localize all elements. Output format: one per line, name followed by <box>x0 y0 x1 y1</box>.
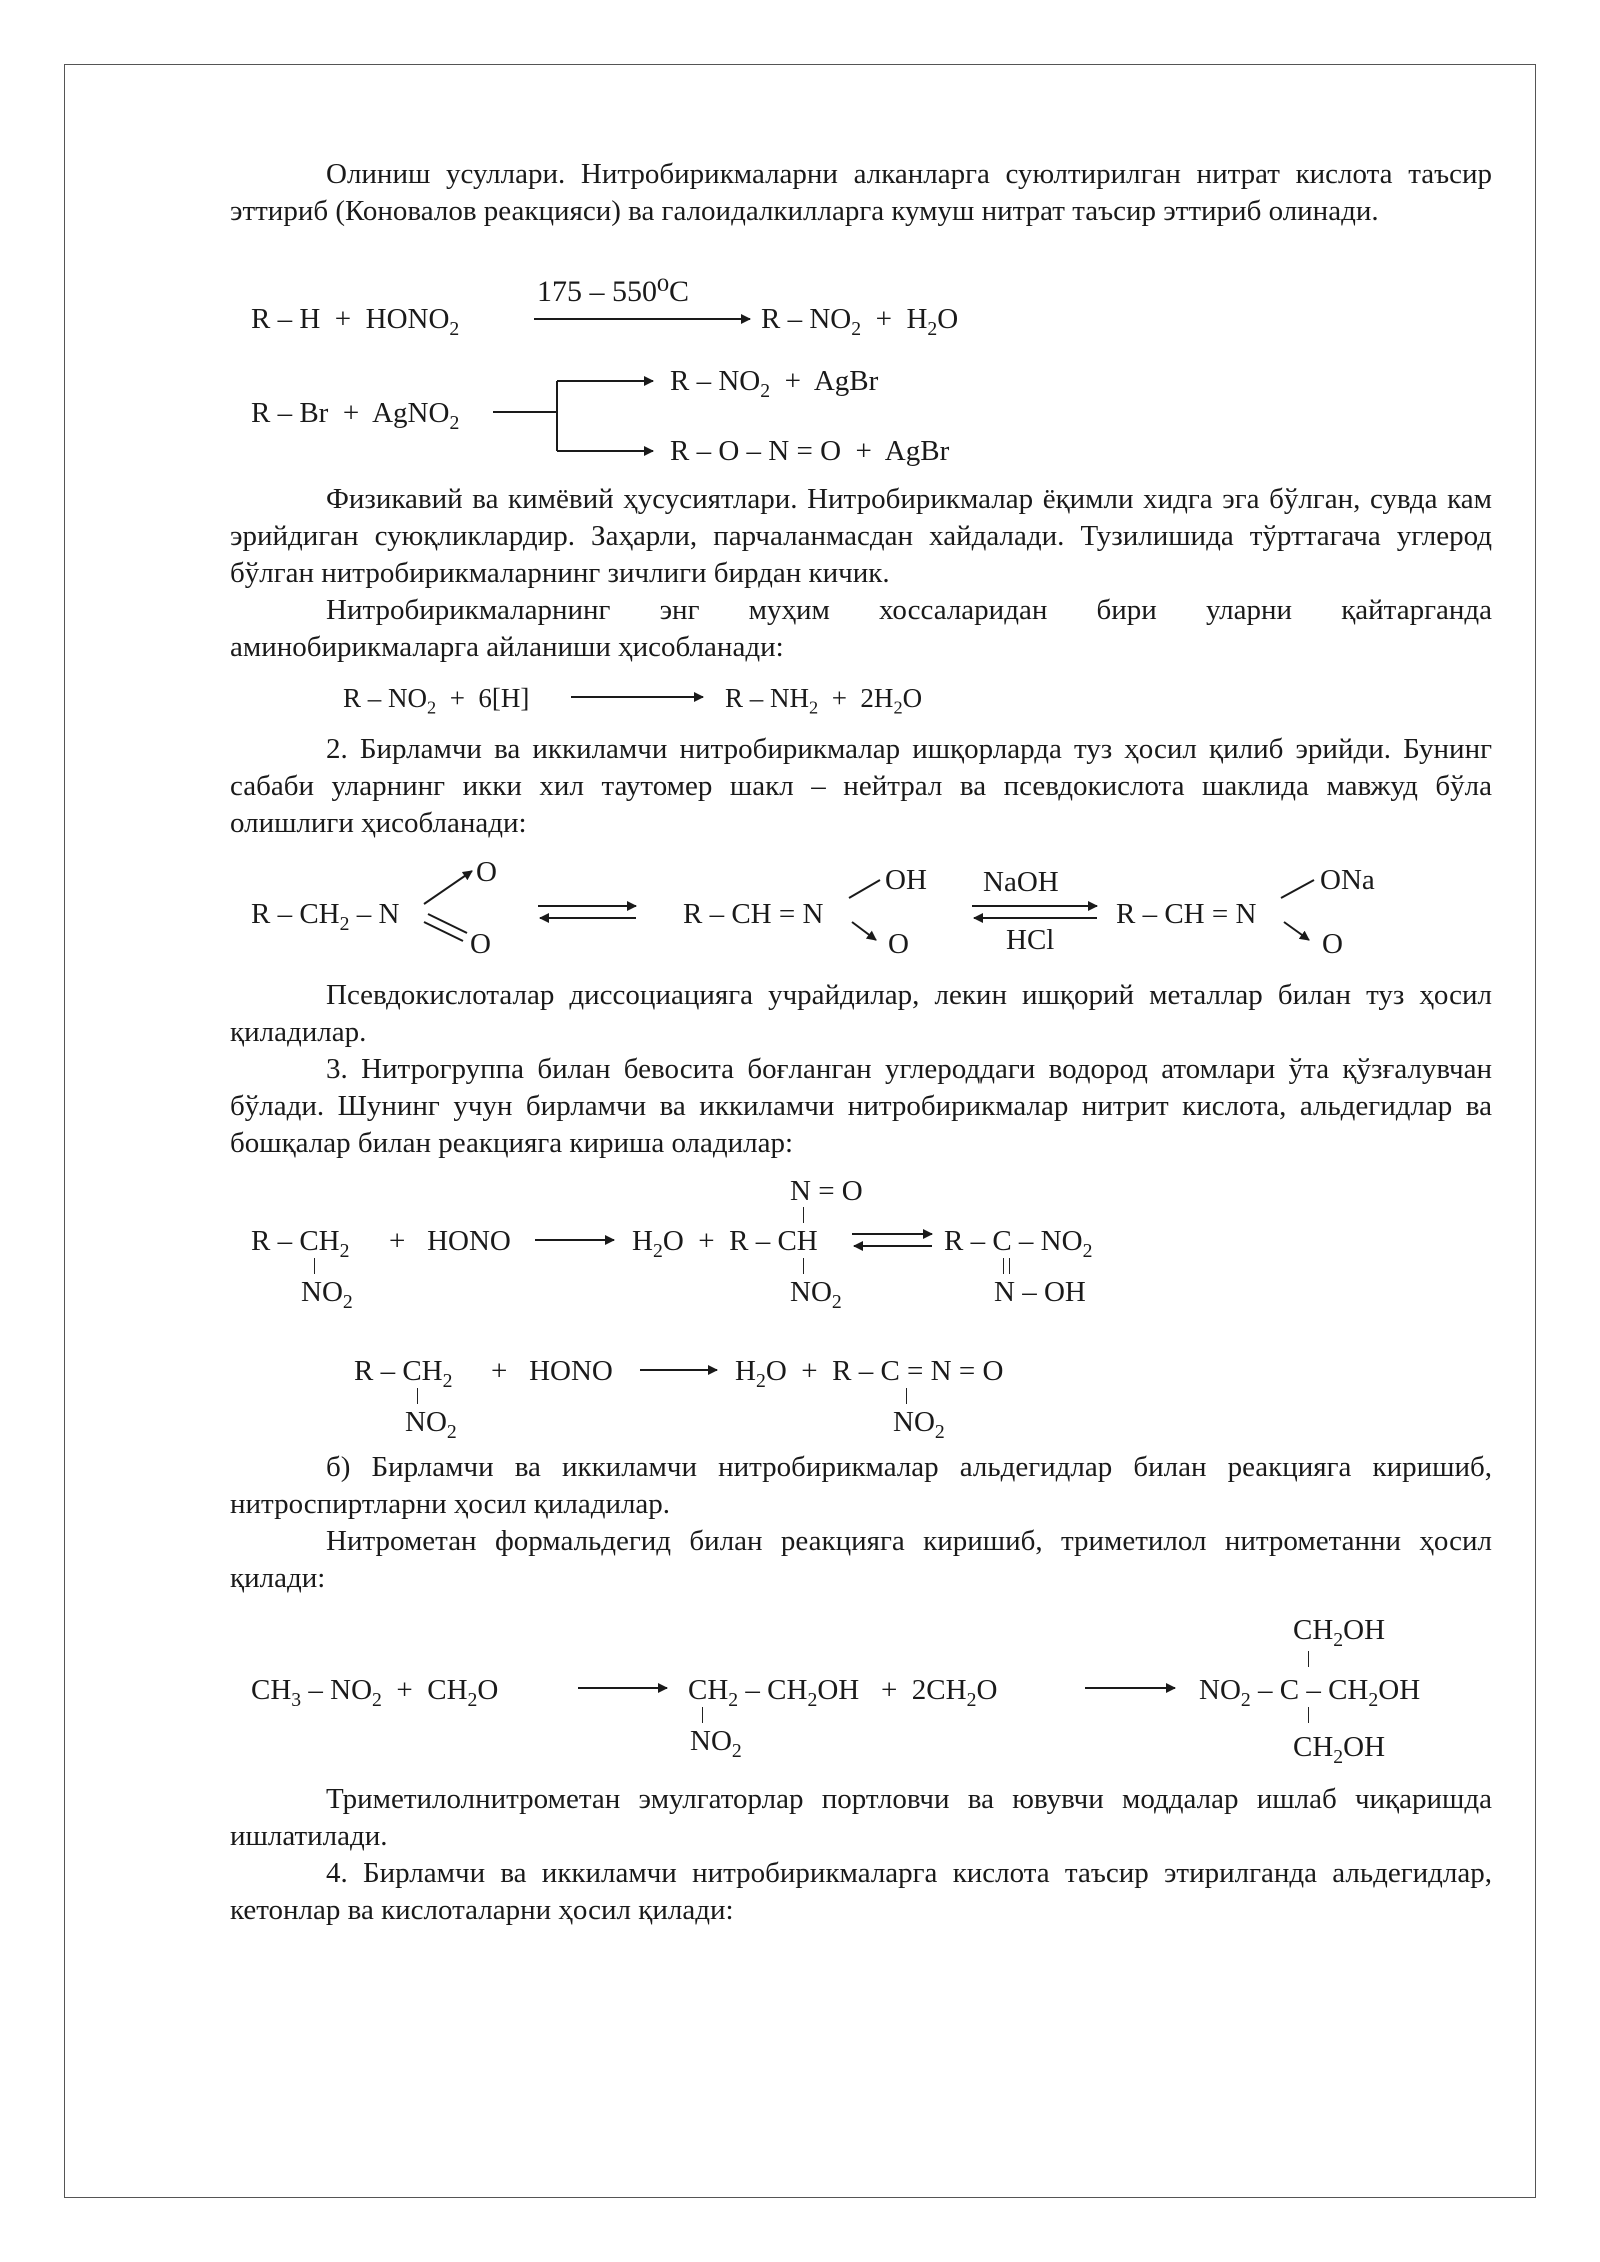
trimethylol-nitromethane: $NO_2$ – C – $CH_2OH$ <box>1199 1674 1421 1711</box>
konovalov-condition: 175 – 550⁰C <box>537 275 690 308</box>
nitrolic-acid-oxime: N – OH <box>994 1276 1086 1308</box>
nitro-oxygen-top: O <box>476 856 497 888</box>
bond-line <box>1308 1707 1309 1723</box>
bond-line <box>906 1388 907 1404</box>
nitrous-primary-product: $H_2O + R$ – CH <box>632 1225 818 1262</box>
nitrous-primary-reactant: R – $CH_2$ <box>251 1225 350 1262</box>
konovalov-products: $R - NO_2 + H_2O$ <box>761 303 959 340</box>
bond-line <box>417 1388 418 1404</box>
nitrous-primary-reactant-no2: $NO_2$ <box>301 1276 353 1313</box>
silver-nitrite-product-2: R – O – N = O + AgBr <box>670 435 950 467</box>
bond-line <box>314 1258 315 1274</box>
paragraph-nitromethane: Нитрометан формальдегид билан реакцияга киришиб, триметилол нитрометанни ҳосил қилади: <box>230 1525 1492 1594</box>
aci-oxygen: O <box>888 928 909 960</box>
nitroethanol-intermediate: $CH_2 - CH_2OH + 2CH_2O$ <box>688 1674 998 1711</box>
bond-line <box>1308 1651 1309 1667</box>
paragraph-preparation-methods: Олиниш усуллари. Нитробирикмаларни алканларга суюлтирилган нитрат кислота таъсир эттириб (Коновалов реакцияси) ва галоидалкилларга кумуш нитрат таъсир эттириб олинади. <box>230 158 1492 227</box>
salt-oxygen: O <box>1322 928 1343 960</box>
reduction-reactants: $R - NO_2 + 6[H]$ <box>343 683 530 718</box>
tautomer-reagent-naoh: NaOH <box>983 866 1059 898</box>
salt-form: R – CH = N <box>1116 898 1257 930</box>
bond-line <box>702 1707 703 1723</box>
nitroso-group: N = O <box>790 1175 863 1207</box>
paragraph-tautomers: 2. Бирламчи ва иккиламчи нитробирикмалар ишқорларда туз ҳосил қилиб эрийди. Бунинг сабаби уларнинг икки хил таутомер шакл – нейтрал ва псевдокислота шаклида мавжуд бўла олишлиги ҳисобланади: <box>230 733 1492 839</box>
bond-line <box>803 1207 804 1223</box>
nitrous-secondary-reactant: R – $CH_2$ <box>354 1355 453 1392</box>
silver-nitrite-reactants: R – Br + AgNO$_2$ <box>251 397 460 434</box>
nitrous-secondary-product-no2: $NO_2$ <box>893 1406 945 1443</box>
aci-hydroxyl: OH <box>885 864 927 896</box>
nitrous-secondary-product: $H_2O + R - C = N = O$ <box>735 1355 1004 1392</box>
paragraph-reduction: Нитробирикмаларнинг энг муҳим хоссаларидан бири уларни қайтарганда аминобирикмаларга айланиши ҳисобланади: <box>230 594 1492 663</box>
konovalov-reactants: $R - H + HONO_2$ <box>251 303 460 340</box>
nitromethane-reactants: $CH_3 - NO_2 + CH_2O$ <box>251 1674 499 1711</box>
paragraph-pseudoacids: Псевдокислоталар диссоциацияга учрайдилар, лекин ишқорий металлар билан туз ҳосил қиладилар. <box>230 979 1492 1048</box>
nitroethanol-no2: $NO_2$ <box>690 1725 742 1762</box>
bond-line <box>803 1258 804 1274</box>
nitrolic-acid: R – C – $NO_2$ <box>944 1225 1093 1262</box>
bond-line <box>1003 1258 1004 1274</box>
nitroso-product-no2: $NO_2$ <box>790 1276 842 1313</box>
nitro-oxygen-bottom: O <box>470 928 491 960</box>
paragraph-alpha-hydrogen: 3. Нитрогруппа билан бевосита боғланган углероддаги водород атомлари ўта қўзғалувчан бўлади. Шунинг учун бирламчи ва иккиламчи нитробирикмалар нитрит кислота, альдегидлар ва бошқалар билан реакцияга кириша оладилар: <box>230 1053 1492 1159</box>
paragraph-properties: Физикавий ва кимёвий ҳусусиятлари. Нитробирикмалар ёқимли хидга эга бўлган, сувда кам эрийдиган суюқликлардир. Заҳарли, парчаланмасдан хайдалади. Тузилишида тўрттагача углерод бўлган нитробирикмаларнинг зичлиги бирдан кичик. <box>230 483 1492 589</box>
aci-form: R – CH = N <box>683 898 824 930</box>
trimethylol-top: $CH_2OH$ <box>1293 1614 1386 1651</box>
salt-sodium-oxide: ONa <box>1320 864 1375 896</box>
tautomer-reagent-hcl: HCl <box>1006 924 1055 956</box>
paragraph-trimethylol-use: Триметилолнитрометан эмулгаторлар портловчи ва ювувчи моддалар ишлаб чиқаришда ишлатилади. <box>230 1783 1492 1852</box>
trimethylol-bottom: $CH_2OH$ <box>1293 1731 1386 1768</box>
paragraph-acid-action: 4. Бирламчи ва иккиламчи нитробирикмаларга кислота таъсир этирилганда альдегидлар, кетонлар ва кислоталарни ҳосил қилади: <box>230 1857 1492 1926</box>
nitrous-primary-reagent: + HONO <box>389 1225 511 1257</box>
nitrous-secondary-reagent: + HONO <box>491 1355 613 1387</box>
nitro-form: R – $CH_2$ – N <box>251 898 400 935</box>
silver-nitrite-product-1: R – $NO_2$ + AgBr <box>670 365 879 402</box>
bond-line <box>1009 1258 1010 1274</box>
reduction-products: $R - NH_2 + 2H_2O$ <box>725 683 923 718</box>
nitrous-secondary-reactant-no2: $NO_2$ <box>405 1406 457 1443</box>
paragraph-nitroalcohols: б) Бирламчи ва иккиламчи нитробирикмалар альдегидлар билан реакцияга киришиб, нитроспиртларни ҳосил қиладилар. <box>230 1451 1492 1520</box>
